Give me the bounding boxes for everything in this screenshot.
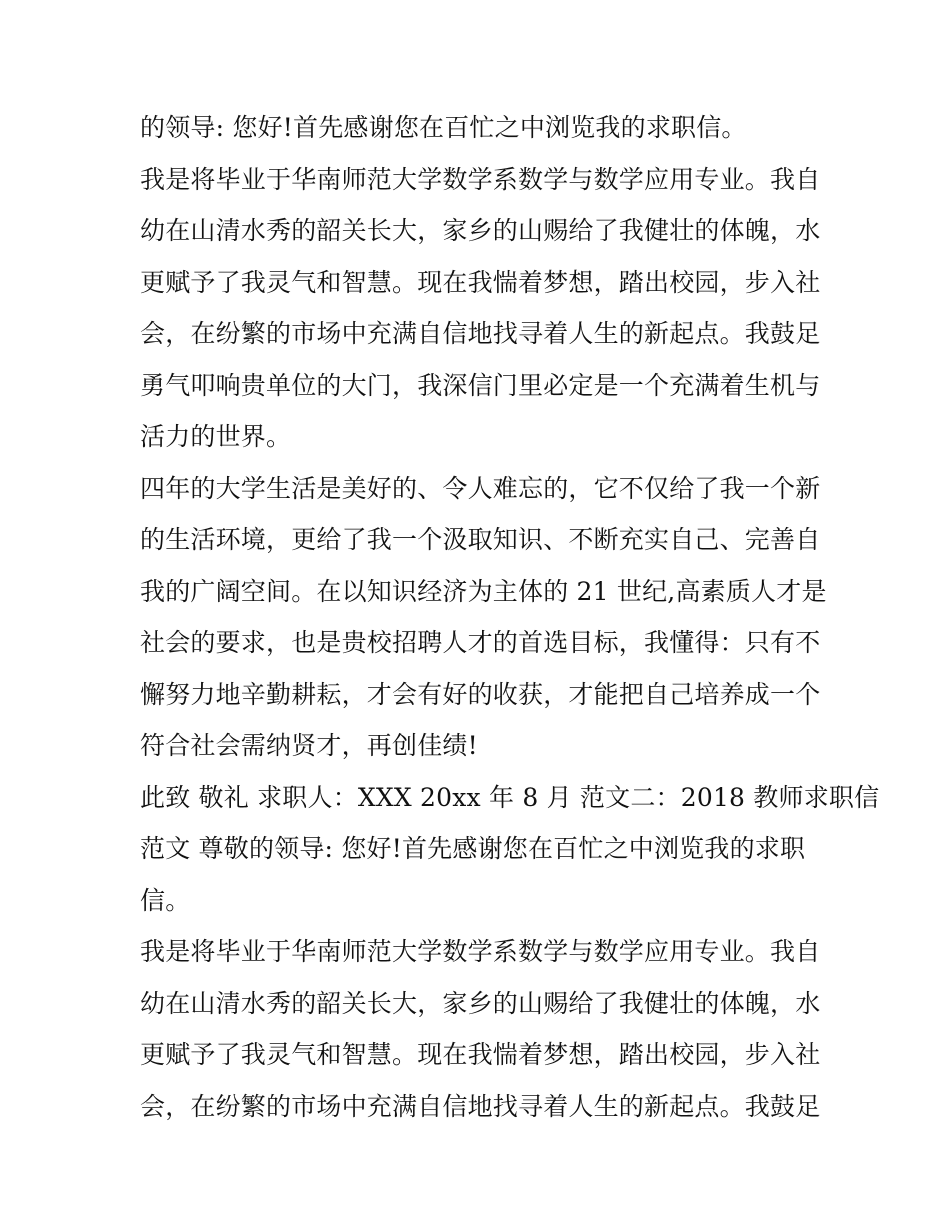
- text-line: 会，在纷繁的市场中充满自信地找寻着人生的新起点。我鼓足: [140, 1091, 821, 1121]
- text-line: 更赋予了我灵气和智慧。现在我惴着梦想，踏出校园，步入社: [140, 1040, 821, 1069]
- text-line: 社会的要求，也是贵校招聘人才的首选目标，我懂得：只有不: [140, 628, 821, 657]
- text-line: 会，在纷繁的市场中充满自信地找寻着人生的新起点。我鼓足: [140, 319, 821, 348]
- text-line: 我是将毕业于华南师范大学数学系数学与数学应用专业。我自: [140, 164, 821, 194]
- text-line: 懈努力地辛勤耕耘，才会有好的收获，才能把自己培养成一个: [140, 679, 821, 709]
- text-line: 我的广阔空间。在以知识经济为主体的 21 世纪,高素质人才是: [140, 576, 827, 606]
- text-line: 范文 尊敬的领导: 您好!首先感谢您在百忙之中浏览我的求职: [140, 834, 806, 863]
- text-line: 信。: [140, 885, 191, 915]
- text-line: 勇气叩响贵单位的大门，我深信门里必定是一个充满着生机与: [140, 370, 821, 400]
- text-line: 幼在山清水秀的韶关长大，家乡的山赐给了我健壮的体魄，水: [140, 988, 821, 1018]
- text-line: 活力的世界。: [140, 422, 292, 451]
- text-line: 四年的大学生活是美好的、令人难忘的，它不仅给了我一个新: [140, 473, 821, 503]
- document-body: [140, 102, 880, 1132]
- text-line: 我是将毕业于华南师范大学数学系数学与数学应用专业。我自: [140, 937, 821, 966]
- text-line: 此致 敬礼 求职人：XXX 20xx 年 8 月 范文二：2018 教师求职信: [140, 782, 880, 812]
- text-line: 更赋予了我灵气和智慧。现在我惴着梦想，踏出校园，步入社: [140, 267, 821, 297]
- text-line: 符合社会需纳贤才，再创佳绩!: [140, 731, 478, 760]
- text-line: 幼在山清水秀的韶关长大，家乡的山赐给了我健壮的体魄，水: [140, 216, 821, 245]
- text-line: 的领导: 您好!首先感谢您在百忙之中浏览我的求职信。: [140, 113, 747, 142]
- text-line: 的生活环境，更给了我一个汲取知识、不断充实自己、完善自: [140, 525, 821, 554]
